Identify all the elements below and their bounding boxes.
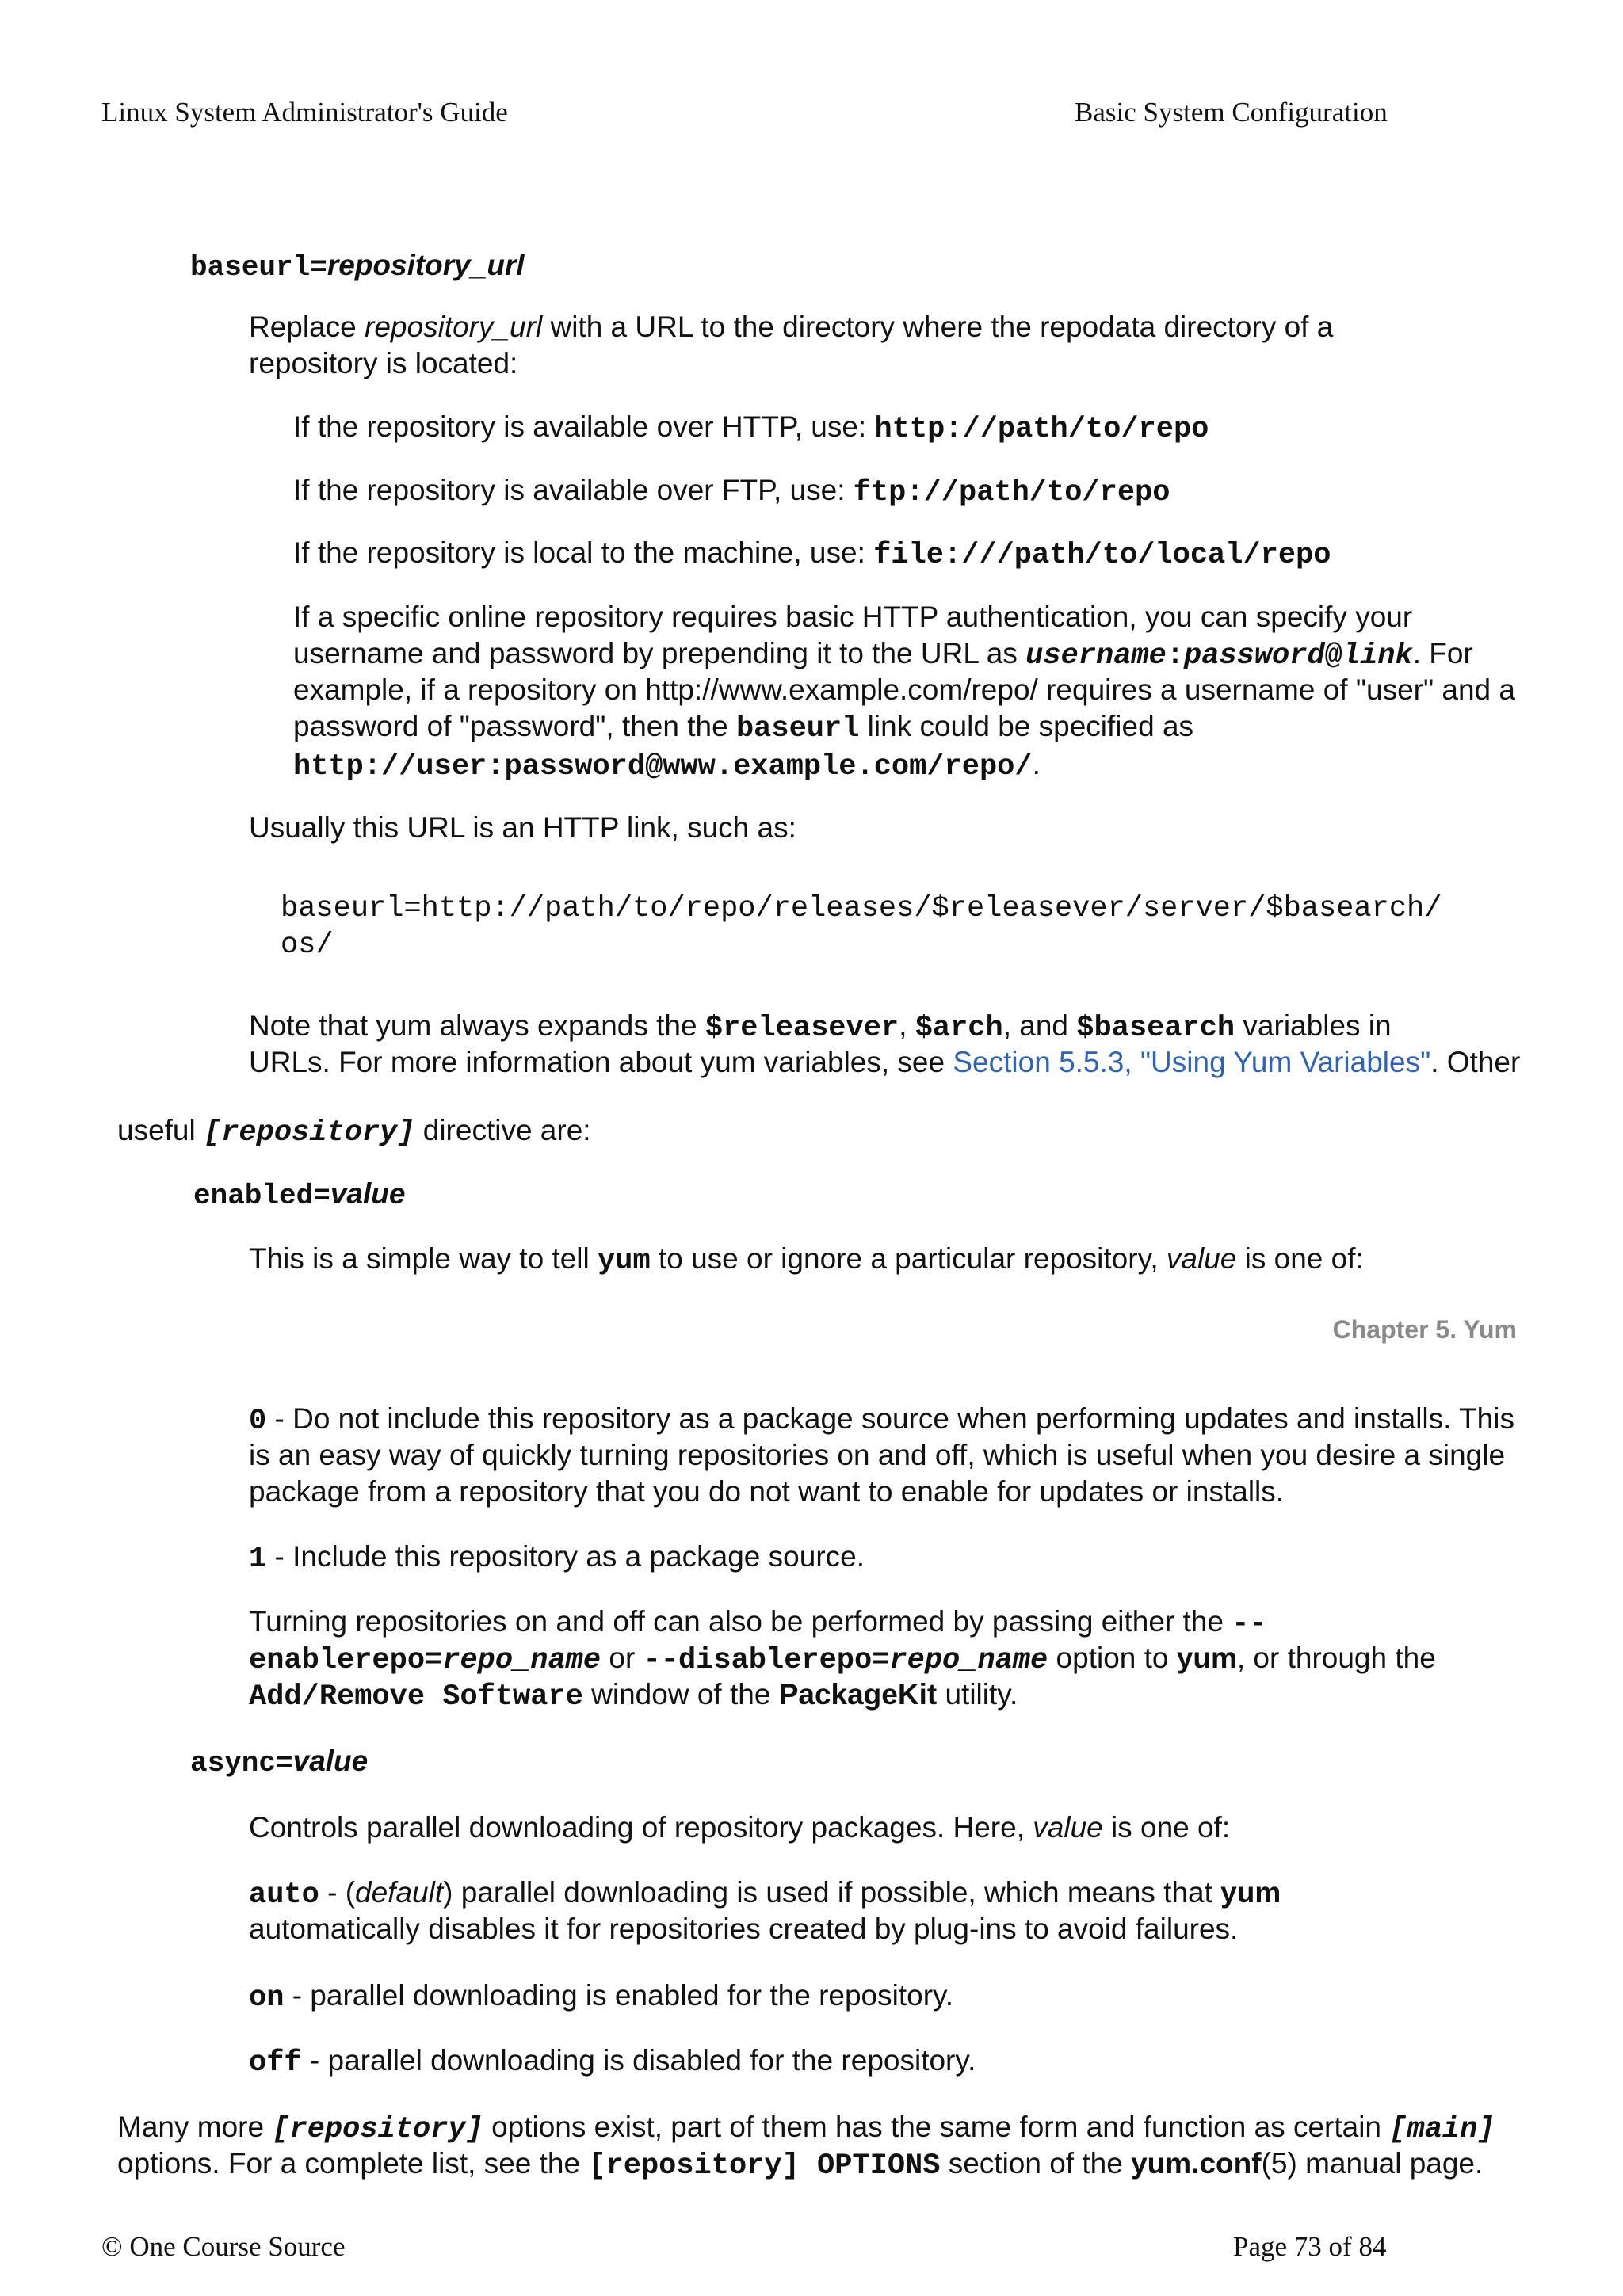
closing-line2: options. For a complete list, see the [repository] OPTIONS section of the yum.conf(5) manual page. [117, 2147, 1484, 2183]
enabled-zero-line3: package from a repository that you do not want to enable for updates or installs. [249, 1475, 1285, 1508]
auth-line5: http://user:password@www.example.com/repo/. [293, 748, 1041, 784]
term-baseurl-key: baseurl= [190, 251, 327, 284]
term-async: async=value [190, 1745, 369, 1779]
chapter-label: Chapter 5. Yum [1332, 1315, 1517, 1344]
auth-line1: If a specific online repository requires basic HTTP authentication, you can specify your [293, 601, 1413, 633]
ftp-url-code: ftp://path/to/repo [853, 476, 1170, 509]
async-auto-line2: automatically disables it for repositories created by plug-ins to avoid failures. [249, 1913, 1239, 1945]
auth-line4: password of "password", then the baseurl link could be specified as [293, 710, 1194, 746]
note-line1: Note that yum always expands the $releasever, $arch, and $basearch variables in [249, 1009, 1392, 1045]
turn-line1: Turning repositories on and off can also be performed by passing either the -- [249, 1605, 1267, 1641]
baseurl-intro-line2: repository is located: [249, 347, 518, 379]
baseurl-ftp: If the repository is available over FTP, use: ftp://path/to/repo [293, 474, 1170, 509]
code-block-line2: os/ [281, 929, 334, 962]
async-on: on - parallel downloading is enabled for the repository. [249, 1979, 954, 2015]
useful-line: useful [repository] directive are: [117, 1114, 591, 1150]
baseurl-file: If the repository is local to the machine, use: file:///path/to/local/repo [293, 536, 1331, 572]
async-desc: Controls parallel downloading of repository packages. Here, value is one of: [249, 1811, 1231, 1844]
file-url-code: file:///path/to/local/repo [873, 539, 1331, 572]
enabled-zero-line1: 0 - Do not include this repository as a package source when performing updates and installs. This [249, 1402, 1514, 1438]
enabled-desc: This is a simple way to tell yum to use or ignore a particular repository, value is one of: [249, 1242, 1364, 1278]
running-header-right: Basic System Configuration [1075, 97, 1388, 128]
usually-line: Usually this URL is an HTTP link, such as: [249, 811, 796, 844]
footer-copyright: © One Course Source [101, 2231, 346, 2262]
footer-page-number: Page 73 of 84 [1233, 2231, 1387, 2262]
baseurl-intro-line1: Replace repository_url with a URL to the directory where the repodata directory of a [249, 311, 1334, 343]
section-link-yum-variables[interactable]: Section 5.5.3, "Using Yum Variables" [953, 1046, 1431, 1078]
turn-line2: enablerepo=repo_name or --disablerepo=repo_name option to yum, or through the [249, 1642, 1436, 1677]
running-header-left: Linux System Administrator's Guide [101, 97, 508, 128]
code-block-line1: baseurl=http://path/to/repo/releases/$releasever/server/$basearch/ [281, 892, 1442, 925]
baseurl-http: If the repository is available over HTTP, use: http://path/to/repo [293, 410, 1209, 446]
term-baseurl-value: repository_url [327, 249, 525, 281]
term-baseurl [190, 247, 525, 286]
note-line2: URLs. For more information about yum variables, see Section 5.5.3, "Using Yum Variables". Other [249, 1046, 1521, 1078]
closing-line1: Many more [repository] options exist, part of them has the same form and function as certain [main] [117, 2111, 1495, 2146]
term-enabled: enabled=value [193, 1177, 406, 1212]
auth-line3: example, if a repository on http://www.example.com/repo/ requires a username of "user" and a [293, 673, 1515, 706]
async-auto-line1: auto - (default) parallel downloading is used if possible, which means that yum [249, 1876, 1281, 1912]
enabled-one: 1 - Include this repository as a package source. [249, 1540, 865, 1576]
enabled-zero-line2: is an easy way of quickly turning repositories on and off, which is useful when you desire a single [249, 1439, 1506, 1471]
async-off: off - parallel downloading is disabled for the repository. [249, 2044, 976, 2080]
turn-line3: Add/Remove Software window of the PackageKit utility. [249, 1678, 1018, 1714]
http-url-code: http://path/to/repo [874, 413, 1209, 446]
auth-line2: username and password by prepending it to the URL as username:password@link. For [293, 637, 1473, 673]
